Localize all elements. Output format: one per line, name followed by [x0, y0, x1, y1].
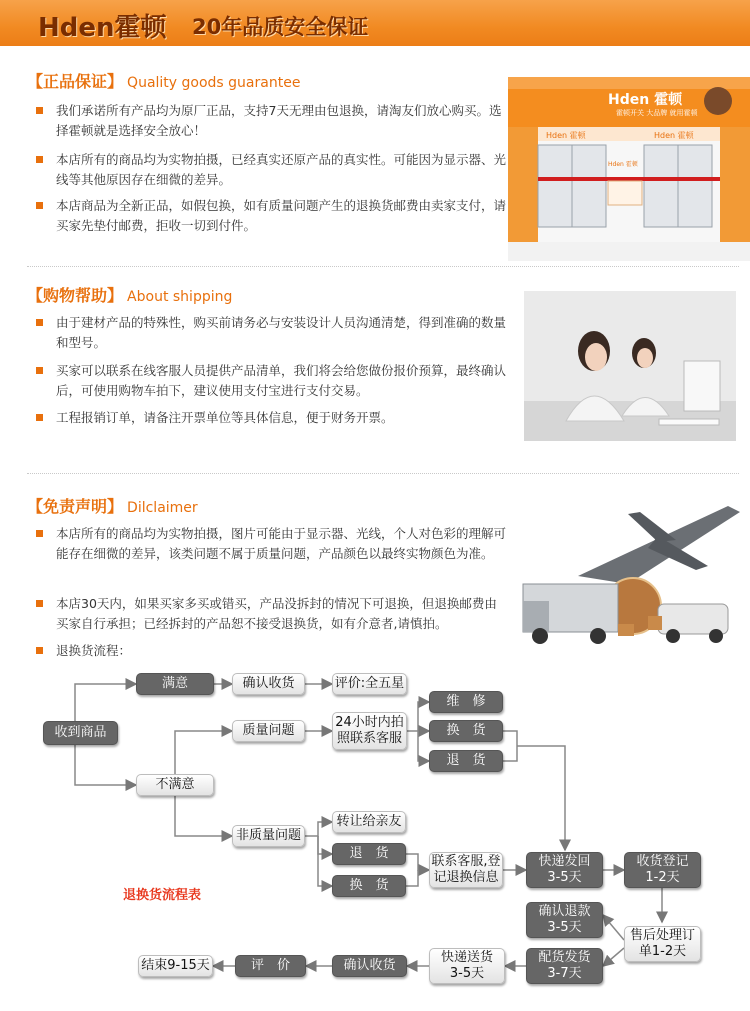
section-title-quality: 【正品保证】 Quality goods guarantee — [27, 72, 301, 91]
flow-node-five-star: 评价:全五星 — [332, 673, 407, 695]
flow-node-return: 退 货 — [429, 750, 503, 772]
flow-node-end: 结束9-15天 — [138, 955, 213, 977]
banner-slogan: 20年品质安全保证 — [192, 15, 369, 39]
flow-node-receive: 收到商品 — [43, 721, 118, 745]
flow-node-exchange-nq: 换 货 — [332, 875, 406, 897]
store-sign: Hden 霍顿 — [608, 92, 683, 108]
store-door-right-label: Hden 霍顿 — [654, 131, 694, 140]
flow-node-contact-service: 联系客服,登 记退换信息 — [429, 852, 503, 888]
flow-node-unsatisfied: 不满意 — [136, 774, 214, 796]
shipping-item-1: 由于建材产品的特殊性，购买前请务必与安装设计人员沟通清楚，得到准确的数量和型号。 — [36, 313, 506, 353]
quality-item-1: 我们承诺所有产品均为原厂正品，支持7天无理由包退换，请淘友们放心购买。选择霍顿就是选择安全放心！ — [36, 101, 506, 141]
flowchart-title: 退换货流程表 — [123, 888, 202, 903]
store-slogan: 霍顿开关 大品牌 就用霍顿 — [616, 109, 698, 117]
flow-node-after-sales: 售后处理订 单1-2天 — [624, 926, 701, 962]
disclaimer-item-3: 退换货流程： — [36, 641, 506, 661]
flow-node-evaluate: 评 价 — [235, 955, 306, 977]
quality-item-2: 本店所有的商品均为实物拍摄，已经真实还原产品的真实性。可能因为显示器、光线等其他原因存在细微的差异。 — [36, 150, 506, 190]
section-title-shipping: 【购物帮助】 About shipping — [27, 286, 233, 305]
flow-node-non-quality: 非质量问题 — [232, 825, 305, 847]
flow-node-receipt-register: 收货登记 1-2天 — [624, 852, 701, 888]
shipping-item-3: 工程报销订单，请备注开票单位等具体信息，便于财务开票。 — [36, 408, 506, 428]
store-center-label: Hden 霍顿 — [608, 161, 638, 168]
disclaimer-item-1: 本店所有的商品均为实物拍摄，图片可能由于显示器、光线，个人对色彩的理解可能存在细微的差异，该类问题不属于质量问题，产品颜色以最终实物颜色为准。 — [36, 524, 506, 564]
flow-node-ship-back: 快递发回 3-5天 — [526, 852, 603, 888]
flow-node-confirm-refund: 确认退款 3-5天 — [526, 902, 603, 938]
flow-node-confirm-receipt-final: 确认收货 — [332, 955, 407, 977]
flow-node-exchange: 换 货 — [429, 720, 503, 742]
quality-item-3: 本店商品为全新正品，如假包换，如有质量问题产生的退换货邮费由卖家支付，请买家先垫付邮费，拒收一切到付件。 — [36, 196, 506, 236]
flow-node-transfer: 转让给亲友 — [332, 811, 406, 833]
shipping-item-2: 买家可以联系在线客服人员提供产品清单，我们将会给您做份报价预算，最终确认后，可使用购物车拍下，建议使用支付宝进行支付交易。 — [36, 361, 506, 401]
section-title-disclaimer: 【免责声明】 Dilclaimer — [27, 497, 198, 516]
flow-node-courier-send: 快递送货 3-5天 — [429, 948, 505, 984]
disclaimer-item-2: 本店30天内，如果买家多买或错买，产品没拆封的情况下可退换，但退换邮费由买家自行承担；已经拆封的产品恕不接受退换货，如有介意者,请慎拍。 — [36, 594, 506, 634]
flow-node-dispatch: 配货发货 3-7天 — [526, 948, 603, 984]
flow-node-satisfied: 满意 — [136, 673, 214, 695]
store-door-left-label: Hden 霍顿 — [546, 131, 586, 140]
flow-node-quality-issue: 质量问题 — [232, 720, 305, 742]
flow-node-contact-24h: 24小时内拍 照联系客服 — [332, 712, 407, 750]
brand-logo-text: Hden霍顿 — [38, 13, 167, 43]
flow-node-confirm-receipt: 确认收货 — [232, 673, 305, 695]
flow-node-repair: 维 修 — [429, 691, 503, 713]
flow-node-return-nq: 退 货 — [332, 843, 406, 865]
